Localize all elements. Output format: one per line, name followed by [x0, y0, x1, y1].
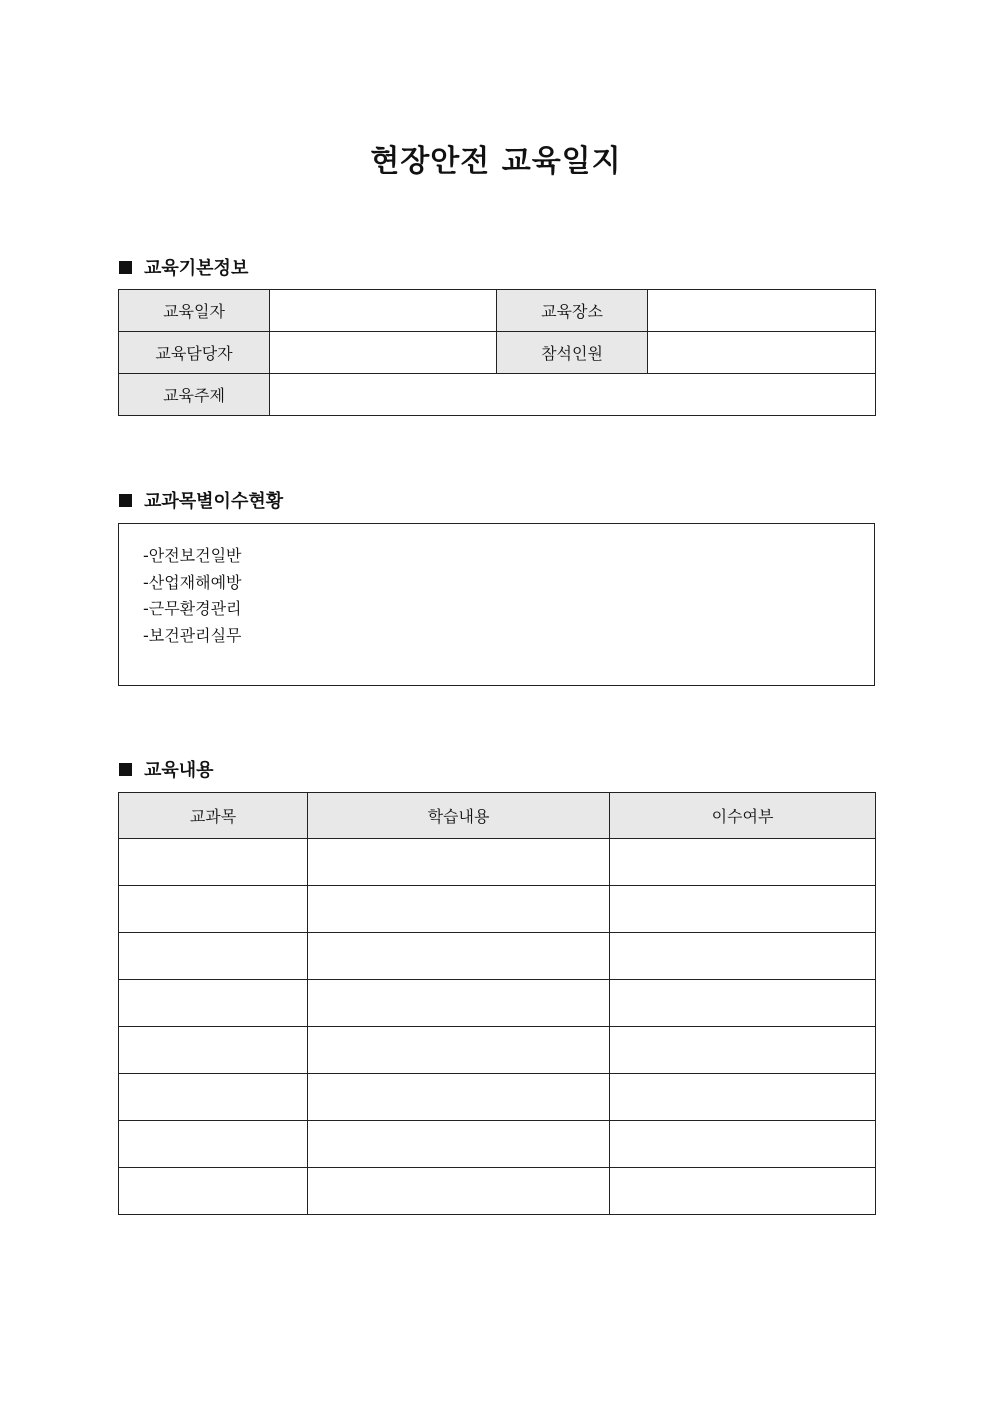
completion-cell[interactable] [610, 1074, 876, 1121]
basic-info-heading-text: 교육기본정보 [144, 258, 249, 279]
table-row [119, 374, 876, 416]
table-row [119, 332, 876, 374]
subject-cell[interactable] [119, 933, 308, 980]
table-row [119, 980, 876, 1027]
column-header-subject: 교과목 [119, 793, 308, 839]
column-header-completion: 이수여부 [610, 793, 876, 839]
education-topic-field[interactable] [270, 374, 876, 416]
completion-cell[interactable] [610, 1168, 876, 1215]
education-date-label: 교육일자 [119, 290, 270, 332]
learning-content-cell[interactable] [308, 1074, 610, 1121]
subject-cell[interactable] [119, 1074, 308, 1121]
education-content-heading-text: 교육내용 [144, 760, 214, 781]
subject-status-heading-text: 교과목별이수현황 [144, 491, 284, 512]
education-content-heading [119, 756, 214, 782]
learning-content-cell[interactable] [308, 1027, 610, 1074]
education-place-label: 교육장소 [497, 290, 648, 332]
education-content-table [118, 792, 876, 1215]
completion-cell[interactable] [610, 839, 876, 886]
completion-cell[interactable] [610, 933, 876, 980]
table-row [119, 1168, 876, 1215]
subject-cell[interactable] [119, 839, 308, 886]
table-row [119, 886, 876, 933]
subject-cell[interactable] [119, 1168, 308, 1215]
subject-cell[interactable] [119, 886, 308, 933]
square-bullet-icon [119, 261, 132, 274]
completion-cell[interactable] [610, 1121, 876, 1168]
subject-status-box [118, 523, 875, 686]
table-row [119, 1027, 876, 1074]
attendees-label: 참석인원 [497, 332, 648, 374]
table-row [119, 839, 876, 886]
learning-content-cell[interactable] [308, 980, 610, 1027]
document-title: 현장안전 교육일지 [370, 144, 622, 179]
learning-content-cell[interactable] [308, 933, 610, 980]
list-item: -산업재해예방 [143, 572, 242, 592]
table-row [119, 1121, 876, 1168]
education-topic-label: 교육주제 [119, 374, 270, 416]
basic-info-table [118, 289, 876, 416]
completion-cell[interactable] [610, 886, 876, 933]
subject-status-heading [119, 487, 283, 513]
learning-content-cell[interactable] [308, 886, 610, 933]
list-item: -안전보건일반 [143, 546, 242, 565]
learning-content-cell[interactable] [308, 1121, 610, 1168]
table-row [119, 933, 876, 980]
education-date-field[interactable] [270, 290, 497, 332]
subject-cell[interactable] [119, 1121, 308, 1168]
completion-cell[interactable] [610, 980, 876, 1027]
column-header-learning-content: 학습내용 [308, 793, 610, 839]
completion-cell[interactable] [610, 1027, 876, 1074]
table-row [119, 1074, 876, 1121]
list-item: -근무환경관리 [143, 599, 242, 618]
subject-list [119, 524, 874, 649]
attendees-field[interactable] [648, 332, 876, 374]
basic-info-heading [119, 254, 248, 280]
learning-content-cell[interactable] [308, 839, 610, 886]
square-bullet-icon [119, 763, 132, 776]
subject-cell[interactable] [119, 1027, 308, 1074]
table-row [119, 290, 876, 332]
square-bullet-icon [119, 494, 132, 507]
education-place-field[interactable] [648, 290, 876, 332]
learning-content-cell[interactable] [308, 1168, 610, 1215]
table-header-row [119, 793, 876, 839]
education-manager-label: 교육담당자 [119, 332, 270, 374]
subject-cell[interactable] [119, 980, 308, 1027]
list-item: -보건관리실무 [143, 625, 242, 645]
education-manager-field[interactable] [270, 332, 497, 374]
